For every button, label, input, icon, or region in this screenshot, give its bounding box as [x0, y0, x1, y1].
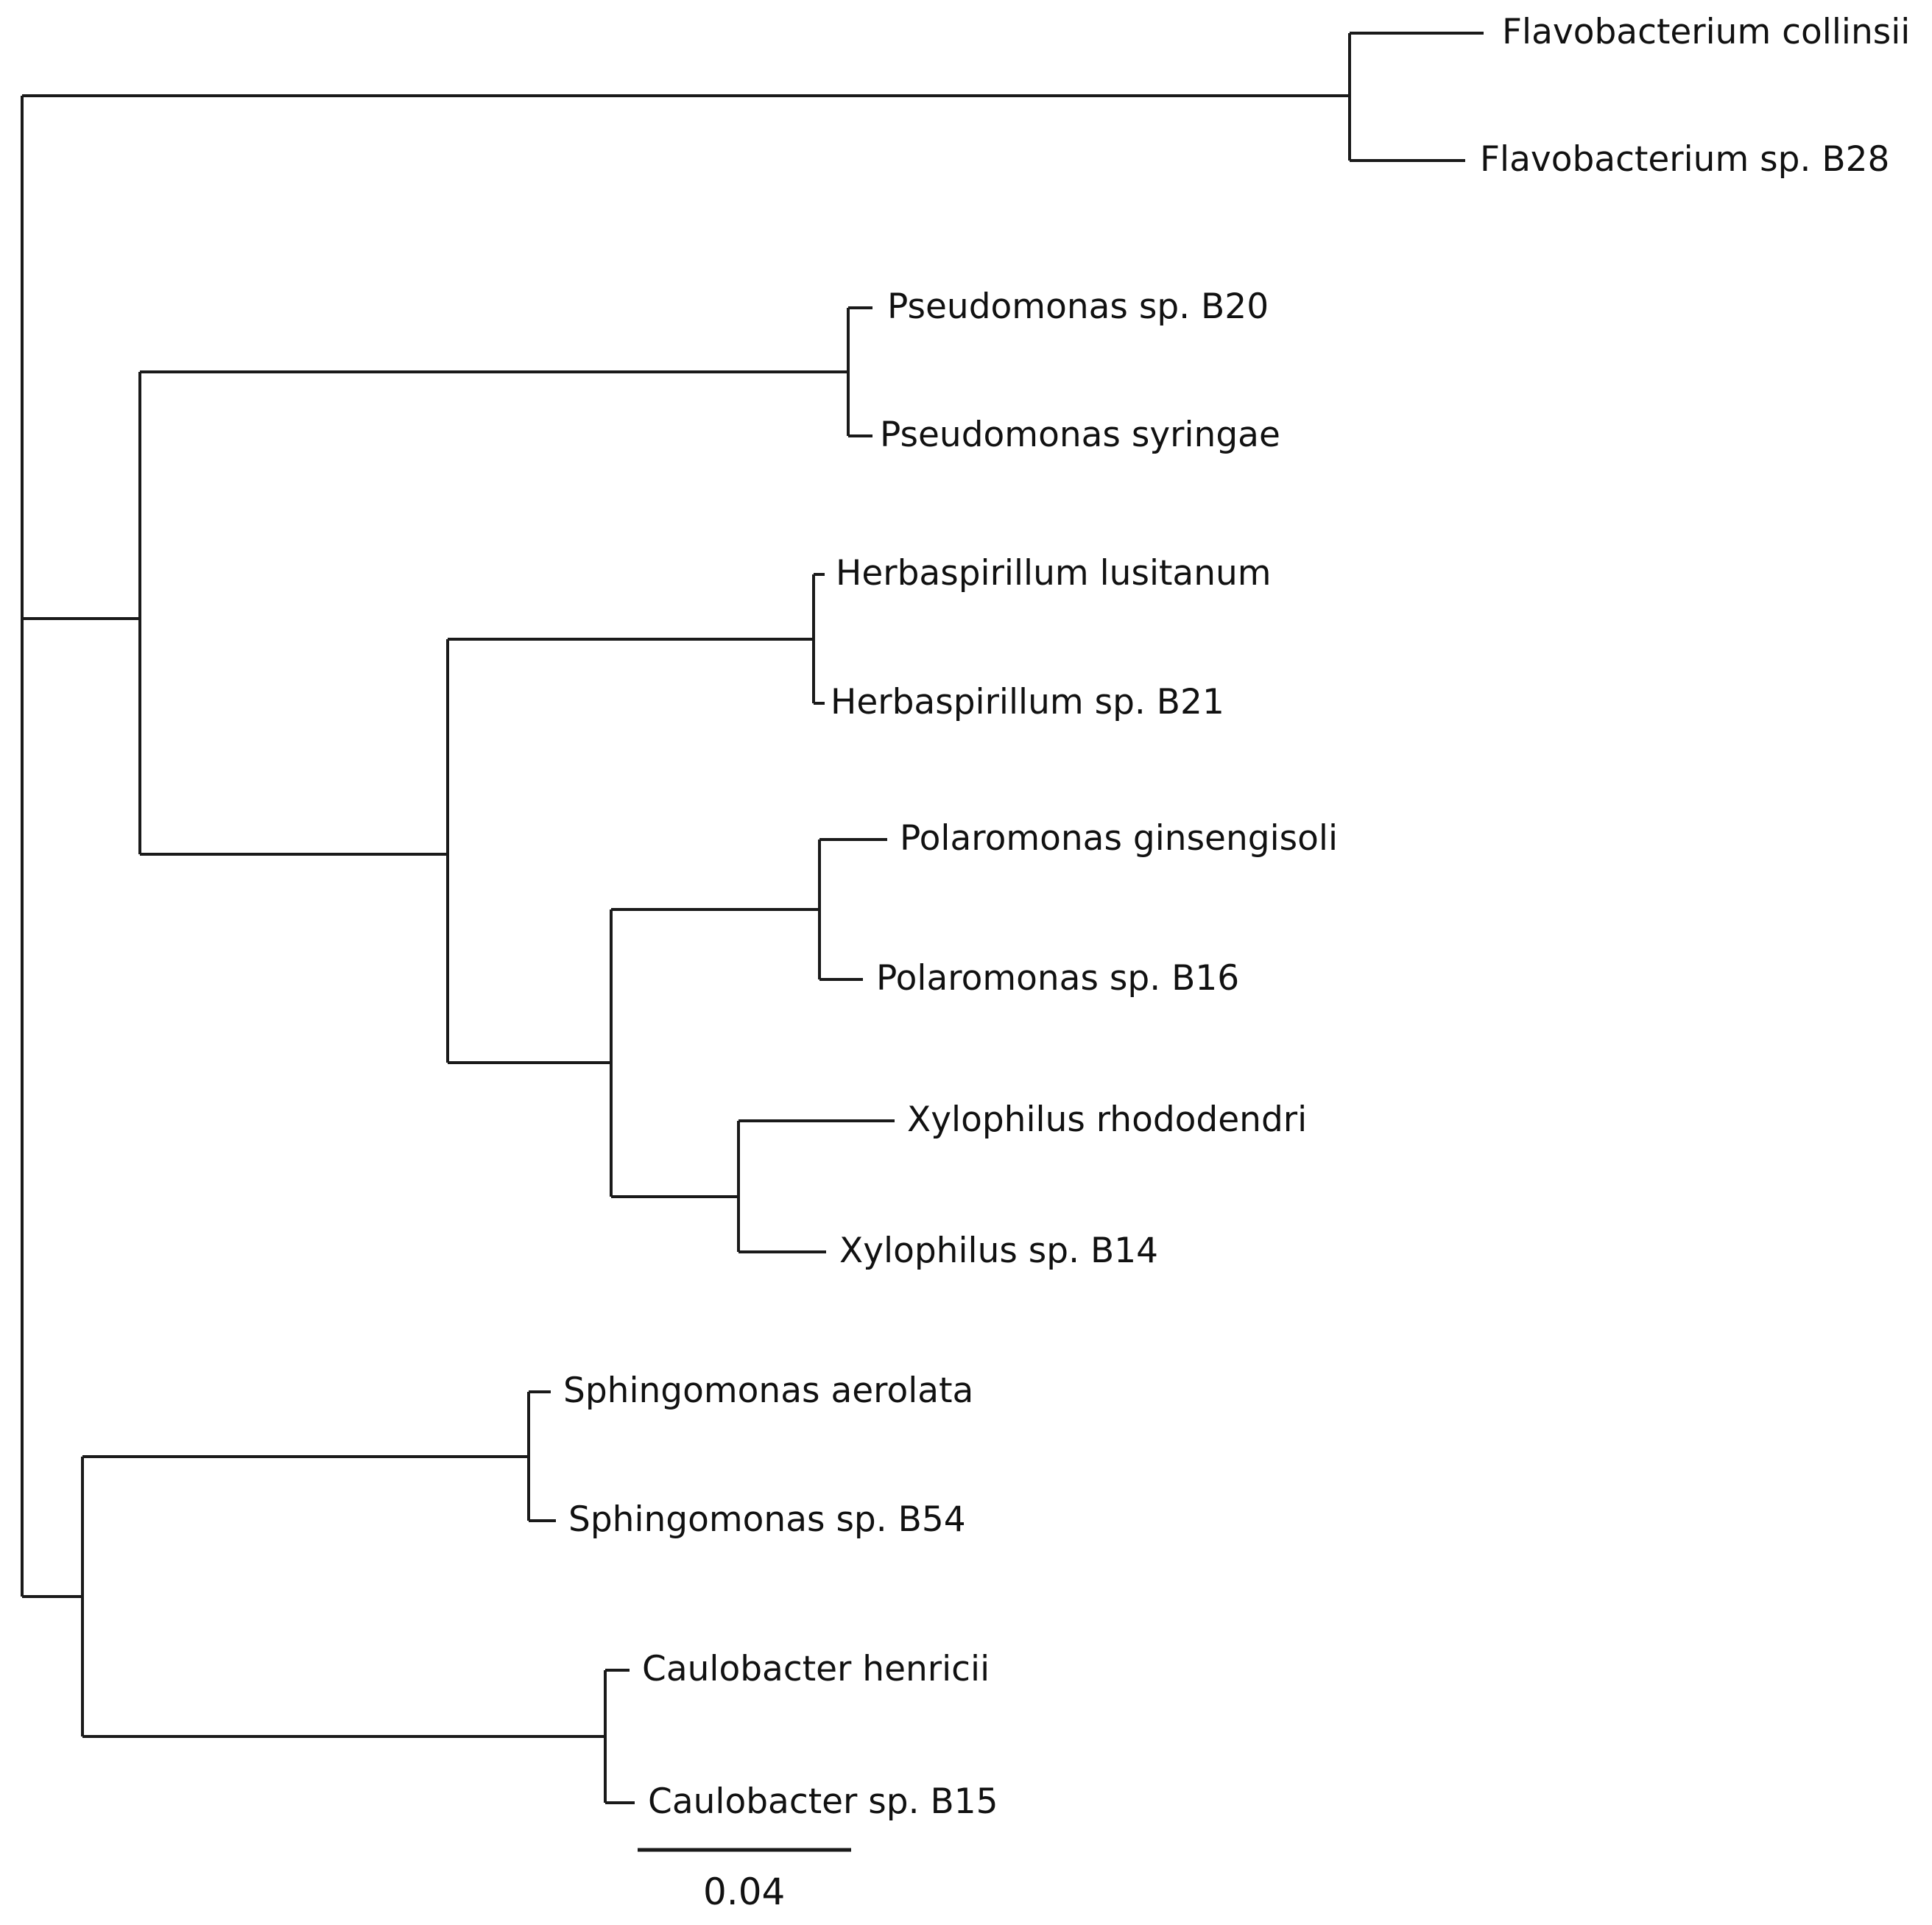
taxon-label: Polaromonas ginsengisoli: [900, 818, 1339, 859]
taxon-label: Pseudomonas sp. B20: [887, 286, 1269, 327]
taxon-label: Flavobacterium collinsii: [1502, 12, 1911, 52]
taxon-label: Flavobacterium sp. B28: [1480, 139, 1890, 180]
taxon-label: Xylophilus sp. B14: [839, 1231, 1159, 1271]
taxon-label: Xylophilus rhododendri: [907, 1099, 1308, 1140]
taxon-label: Caulobacter sp. B15: [648, 1781, 998, 1822]
taxon-label: Caulobacter henricii: [642, 1649, 990, 1689]
scale-bar-label: 0.04: [703, 1871, 786, 1913]
taxon-label: Polaromonas sp. B16: [876, 958, 1240, 999]
taxon-label: Sphingomonas sp. B54: [568, 1499, 966, 1540]
taxon-label: Sphingomonas aerolata: [563, 1370, 974, 1411]
taxon-label: Herbaspirillum sp. B21: [831, 682, 1224, 722]
taxon-label: Pseudomonas syringae: [880, 415, 1280, 455]
taxon-label: Herbaspirillum lusitanum: [836, 553, 1272, 594]
